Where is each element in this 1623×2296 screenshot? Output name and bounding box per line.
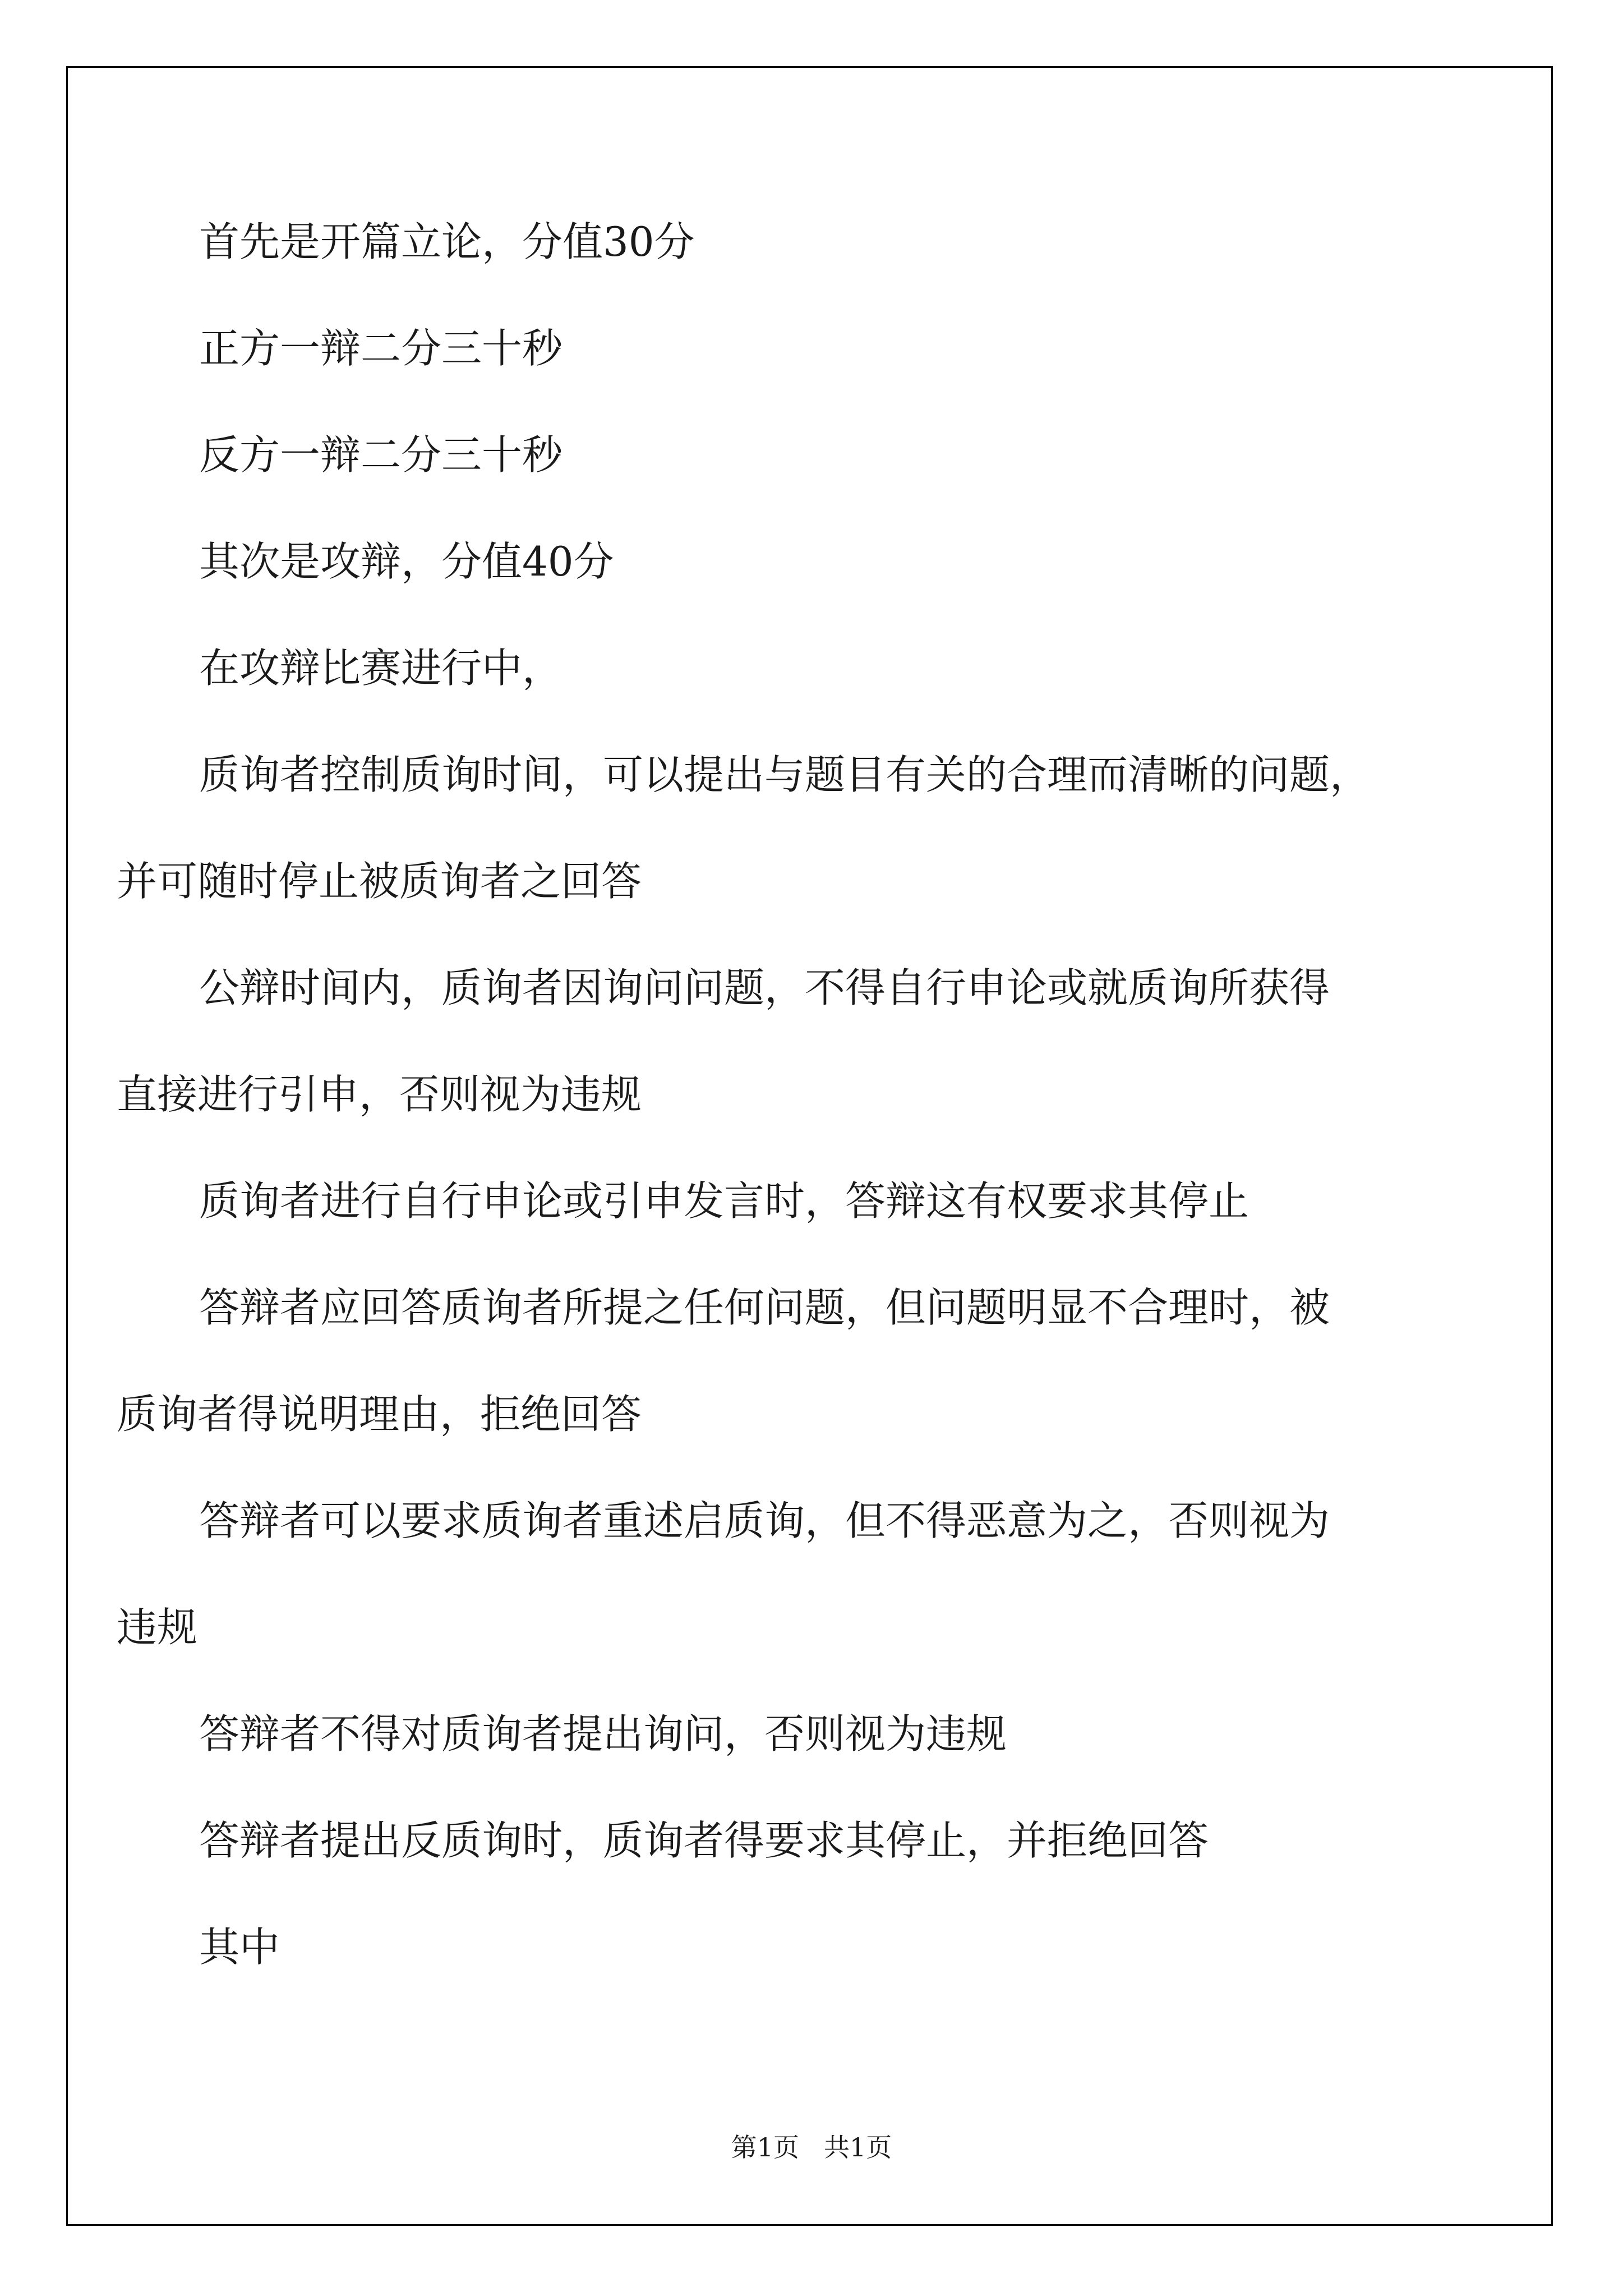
paragraph-line: 违规	[117, 1604, 198, 1651]
paragraph-line: 首先是开篇立论，分值30分	[199, 218, 695, 265]
paragraph-line: 质询者进行自行申论或引申发言时，答辩这有权要求其停止	[199, 1177, 1249, 1225]
page-footer	[0, 2127, 1623, 2164]
document-body	[117, 218, 1545, 2033]
paragraph-line: 其中	[199, 1924, 280, 1971]
paragraph-line: 答辩者应回答质询者所提之任何问题，但问题明显不合理时，被	[199, 1284, 1330, 1331]
page-total: 共1页	[823, 2132, 892, 2162]
page-number: 第1页	[731, 2132, 800, 2162]
paragraph-line: 并可随时停止被质询者之回答	[117, 858, 642, 905]
paragraph-line: 质询者控制质询时间，可以提出与题目有关的合理而清晰的问题，	[199, 751, 1371, 798]
paragraph-line: 直接进行引申，否则视为违规	[117, 1071, 642, 1118]
paragraph-line: 公辩时间内，质询者因询问问题，不得自行申论或就质询所获得	[199, 964, 1330, 1011]
paragraph-line: 正方一辩二分三十秒	[199, 325, 563, 372]
paragraph-line: 质询者得说明理由，拒绝回答	[117, 1391, 642, 1438]
paragraph-line: 答辩者提出反质询时，质询者得要求其停止，并拒绝回答	[199, 1817, 1209, 1864]
paragraph-line: 答辩者可以要求质询者重述启质询，但不得恶意为之，否则视为	[199, 1497, 1330, 1544]
paragraph-line: 其次是攻辩，分值40分	[199, 538, 614, 585]
paragraph-line: 答辩者不得对质询者提出询问，否则视为违规	[199, 1710, 1007, 1757]
paragraph-line: 在攻辩比赛进行中，	[199, 645, 563, 692]
paragraph-line: 反方一辩二分三十秒	[199, 431, 563, 478]
